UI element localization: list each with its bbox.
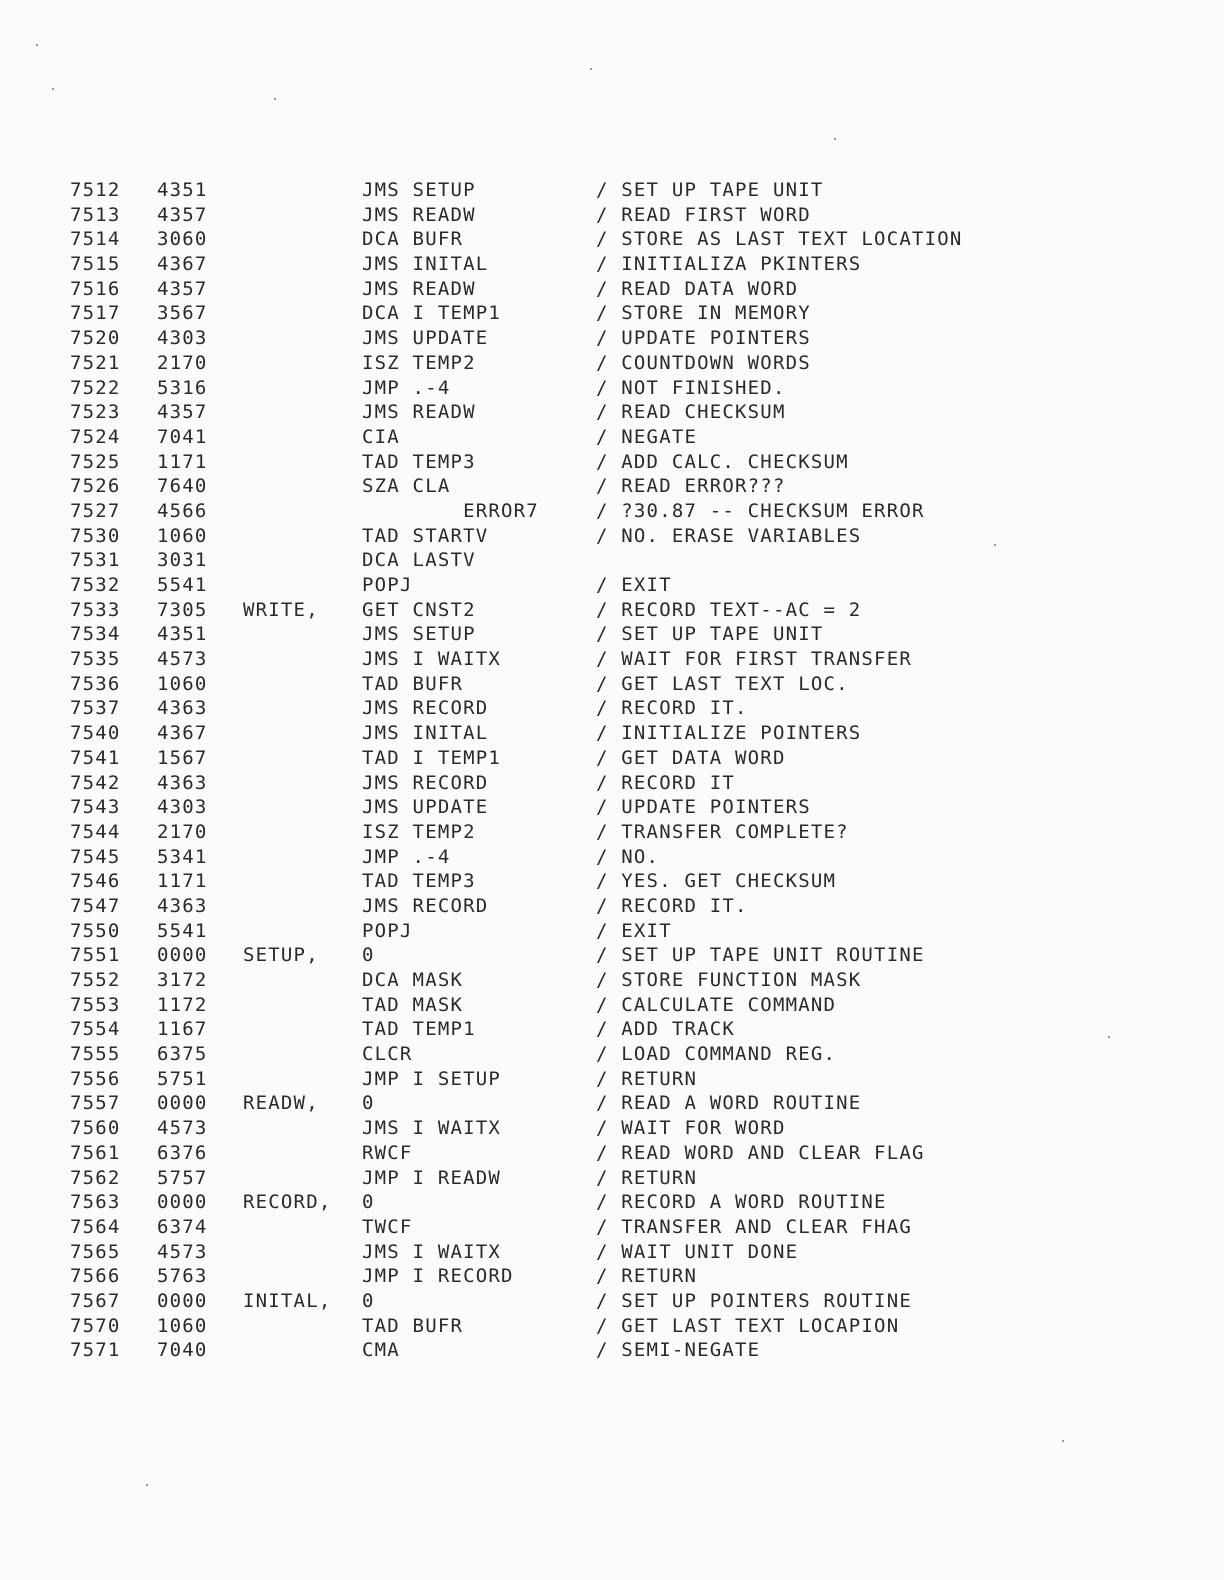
instruction: TAD I TEMP1 <box>362 746 502 769</box>
instruction: TAD BUFR <box>362 672 464 695</box>
listing-row <box>0 252 1224 277</box>
octal-code: 5541 <box>157 919 208 942</box>
comment: / STORE FUNCTION MASK <box>596 969 862 991</box>
instruction: JMS UPDATE <box>362 327 489 350</box>
octal-code: 4303 <box>157 796 208 819</box>
address: 7522 <box>70 376 121 399</box>
listing-row <box>0 696 1224 721</box>
instruction: TAD BUFR <box>362 1314 464 1337</box>
listing-row <box>0 573 1224 598</box>
listing-row <box>0 672 1224 697</box>
comment: / GET LAST TEXT LOC. <box>596 672 849 695</box>
octal-code: 4367 <box>157 722 208 745</box>
symbol-label: RECORD, <box>243 1191 332 1214</box>
instruction: TAD TEMP1 <box>362 1018 476 1041</box>
address: 7544 <box>70 820 121 843</box>
instruction: CMA <box>362 1339 400 1362</box>
listing-row <box>0 1141 1224 1166</box>
comment: / TRANSFER COMPLETE? <box>596 820 849 843</box>
octal-code: 7305 <box>157 598 208 621</box>
instruction: JMS RECORD <box>362 697 489 720</box>
address: 7570 <box>70 1314 121 1337</box>
instruction: 0 <box>362 944 375 967</box>
comment: / READ DATA WORD <box>596 277 799 300</box>
comment: / NO. ERASE VARIABLES <box>596 524 862 547</box>
listing-row <box>0 845 1224 870</box>
octal-code: 7041 <box>157 425 208 448</box>
instruction: JMP I READW <box>362 1166 502 1189</box>
address: 7554 <box>70 1018 121 1041</box>
listing-row <box>0 203 1224 228</box>
listing-row <box>0 400 1224 425</box>
comment: / UPDATE POINTERS <box>596 327 811 350</box>
comment: / READ ERROR??? <box>596 475 786 498</box>
address: 7571 <box>70 1339 121 1362</box>
address: 7525 <box>70 450 121 473</box>
address: 7514 <box>70 228 121 251</box>
octal-code: 1060 <box>157 524 208 547</box>
instruction: ISZ TEMP2 <box>362 351 476 374</box>
address: 7565 <box>70 1240 121 1263</box>
octal-code: 2170 <box>157 820 208 843</box>
comment: / RETURN <box>596 1265 698 1288</box>
comment: / EXIT <box>596 919 672 942</box>
comment: / STORE IN MEMORY <box>596 302 811 325</box>
octal-code: 5757 <box>157 1166 208 1189</box>
address: 7546 <box>70 870 121 893</box>
listing-row <box>0 622 1224 647</box>
octal-code: 4363 <box>157 894 208 917</box>
address: 7557 <box>70 1092 121 1115</box>
comment: / GET LAST TEXT LOCAPION <box>596 1314 900 1337</box>
comment: / RECORD TEXT--AC = 2 <box>596 598 862 621</box>
listing-row <box>0 746 1224 771</box>
octal-code: 1171 <box>157 870 208 893</box>
instruction: DCA MASK <box>362 969 464 991</box>
listing-row <box>0 968 1224 993</box>
symbol-label: INITAL, <box>243 1289 332 1312</box>
listing-row <box>0 425 1224 450</box>
address: 7563 <box>70 1191 121 1214</box>
address: 7533 <box>70 598 121 621</box>
octal-code: 4351 <box>157 179 208 201</box>
instruction: JMP I SETUP <box>362 1067 502 1090</box>
instruction: JMS UPDATE <box>362 796 489 819</box>
comment: / READ FIRST WORD <box>596 203 811 226</box>
comment: / SET UP POINTERS ROUTINE <box>596 1289 912 1312</box>
instruction: JMS RECORD <box>362 894 489 917</box>
comment: / READ A WORD ROUTINE <box>596 1092 862 1115</box>
comment: / ADD CALC. CHECKSUM <box>596 450 849 473</box>
listing-row <box>0 869 1224 894</box>
listing-row <box>0 647 1224 672</box>
instruction: TAD MASK <box>362 993 464 1016</box>
address: 7541 <box>70 746 121 769</box>
listing-row <box>0 548 1224 573</box>
octal-code: 6375 <box>157 1043 208 1066</box>
listing-row <box>0 450 1224 475</box>
octal-code: 7040 <box>157 1339 208 1362</box>
comment: / RETURN <box>596 1067 698 1090</box>
address: 7537 <box>70 697 121 720</box>
octal-code: 5541 <box>157 574 208 596</box>
address: 7540 <box>70 722 121 745</box>
scan-speck <box>52 88 54 90</box>
address: 7517 <box>70 302 121 325</box>
comment: / ADD TRACK <box>596 1018 736 1041</box>
comment: / NO. <box>596 845 660 868</box>
instruction: 0 <box>362 1092 375 1115</box>
listing-row <box>0 993 1224 1018</box>
instruction: JMS INITAL <box>362 253 489 276</box>
octal-code: 4357 <box>157 203 208 226</box>
listing-row <box>0 943 1224 968</box>
address: 7523 <box>70 401 121 424</box>
octal-code: 4566 <box>157 499 208 522</box>
comment: / STORE AS LAST TEXT LOCATION <box>596 228 963 251</box>
octal-code: 1171 <box>157 450 208 473</box>
comment: / RECORD A WORD ROUTINE <box>596 1191 887 1214</box>
address: 7547 <box>70 894 121 917</box>
address: 7555 <box>70 1043 121 1066</box>
address: 7562 <box>70 1166 121 1189</box>
instruction: DCA LASTV <box>362 549 476 572</box>
listing-row <box>0 1166 1224 1191</box>
instruction: JMP I RECORD <box>362 1265 514 1288</box>
comment: / INITIALIZA PKINTERS <box>596 253 862 276</box>
instruction: CIA <box>362 425 400 448</box>
comment: / SET UP TAPE UNIT ROUTINE <box>596 944 925 967</box>
octal-code: 0000 <box>157 1092 208 1115</box>
instruction: 0 <box>362 1289 375 1312</box>
listing-row <box>0 351 1224 376</box>
comment: / NOT FINISHED. <box>596 376 786 399</box>
listing-row <box>0 499 1224 524</box>
symbol-label: SETUP, <box>243 944 319 967</box>
comment: / WAIT UNIT DONE <box>596 1240 799 1263</box>
listing-row <box>0 524 1224 549</box>
listing-row <box>0 1067 1224 1092</box>
listing-row <box>0 178 1224 203</box>
instruction: JMS INITAL <box>362 722 489 745</box>
octal-code: 4357 <box>157 277 208 300</box>
address: 7535 <box>70 648 121 671</box>
comment: / WAIT FOR FIRST TRANSFER <box>596 648 912 671</box>
comment: / SET UP TAPE UNIT <box>596 623 824 646</box>
address: 7516 <box>70 277 121 300</box>
listing-row <box>0 1190 1224 1215</box>
instruction: JMS I WAITX <box>362 1240 502 1263</box>
octal-code: 4573 <box>157 648 208 671</box>
address: 7527 <box>70 499 121 522</box>
address: 7567 <box>70 1289 121 1312</box>
listing-row <box>0 1314 1224 1339</box>
address: 7564 <box>70 1215 121 1238</box>
octal-code: 3567 <box>157 302 208 325</box>
octal-code: 1567 <box>157 746 208 769</box>
listing-row <box>0 598 1224 623</box>
octal-code: 4363 <box>157 697 208 720</box>
octal-code: 0000 <box>157 1191 208 1214</box>
instruction: TAD TEMP3 <box>362 450 476 473</box>
instruction: POPJ <box>362 574 413 596</box>
octal-code: 6376 <box>157 1141 208 1164</box>
comment: / RETURN <box>596 1166 698 1189</box>
octal-code: 1060 <box>157 1314 208 1337</box>
address: 7532 <box>70 574 121 596</box>
octal-code: 5316 <box>157 376 208 399</box>
comment: / RECORD IT <box>596 771 736 794</box>
comment: / LOAD COMMAND REG. <box>596 1043 837 1066</box>
address: 7524 <box>70 425 121 448</box>
instruction: CLCR <box>362 1043 413 1066</box>
assembly-listing <box>0 178 1224 1363</box>
comment: / INITIALIZE POINTERS <box>596 722 862 745</box>
address: 7560 <box>70 1117 121 1140</box>
octal-code: 6374 <box>157 1215 208 1238</box>
address: 7542 <box>70 771 121 794</box>
octal-code: 7640 <box>157 475 208 498</box>
listing-row <box>0 1116 1224 1141</box>
instruction: JMS SETUP <box>362 179 476 201</box>
address: 7553 <box>70 993 121 1016</box>
octal-code: 4573 <box>157 1240 208 1263</box>
octal-code: 1167 <box>157 1018 208 1041</box>
address: 7556 <box>70 1067 121 1090</box>
instruction: JMS READW <box>362 203 476 226</box>
comment: / READ CHECKSUM <box>596 401 786 424</box>
listing-row <box>0 227 1224 252</box>
comment: / ?30.87 -- CHECKSUM ERROR <box>596 499 925 522</box>
listing-row <box>0 771 1224 796</box>
instruction: RWCF <box>362 1141 413 1164</box>
address: 7513 <box>70 203 121 226</box>
comment: / WAIT FOR WORD <box>596 1117 786 1140</box>
scan-speck <box>834 138 836 140</box>
octal-code: 1172 <box>157 993 208 1016</box>
listing-row <box>0 1240 1224 1265</box>
scan-speck <box>36 44 38 46</box>
listing-row <box>0 1042 1224 1067</box>
comment: / UPDATE POINTERS <box>596 796 811 819</box>
instruction: JMS SETUP <box>362 623 476 646</box>
octal-code: 3172 <box>157 969 208 991</box>
listing-row <box>0 277 1224 302</box>
symbol-label: WRITE, <box>243 598 319 621</box>
listing-row <box>0 919 1224 944</box>
comment: / SEMI-NEGATE <box>596 1339 761 1362</box>
address: 7520 <box>70 327 121 350</box>
comment: / CALCULATE COMMAND <box>596 993 837 1016</box>
listing-row <box>0 1338 1224 1363</box>
octal-code: 5751 <box>157 1067 208 1090</box>
comment: / YES. GET CHECKSUM <box>596 870 837 893</box>
listing-row <box>0 301 1224 326</box>
listing-row <box>0 1017 1224 1042</box>
scan-speck <box>274 98 276 100</box>
listing-row <box>0 1215 1224 1240</box>
instruction: SZA CLA <box>362 475 451 498</box>
comment: / TRANSFER AND CLEAR FHAG <box>596 1215 912 1238</box>
symbol-label: READW, <box>243 1092 319 1115</box>
address: 7536 <box>70 672 121 695</box>
address: 7531 <box>70 549 121 572</box>
instruction: DCA BUFR <box>362 228 464 251</box>
address: 7551 <box>70 944 121 967</box>
comment: / READ WORD AND CLEAR FLAG <box>596 1141 925 1164</box>
listing-row <box>0 1091 1224 1116</box>
octal-code: 0000 <box>157 1289 208 1312</box>
address: 7512 <box>70 179 121 201</box>
listing-row <box>0 894 1224 919</box>
comment: / EXIT <box>596 574 672 596</box>
octal-code: 4573 <box>157 1117 208 1140</box>
instruction: GET CNST2 <box>362 598 476 621</box>
listing-row <box>0 1289 1224 1314</box>
instruction: JMP .-4 <box>362 845 451 868</box>
instruction: TAD STARTV <box>362 524 489 547</box>
address: 7526 <box>70 475 121 498</box>
address: 7545 <box>70 845 121 868</box>
address: 7552 <box>70 969 121 991</box>
octal-code: 4303 <box>157 327 208 350</box>
octal-code: 4367 <box>157 253 208 276</box>
address: 7530 <box>70 524 121 547</box>
comment: / COUNTDOWN WORDS <box>596 351 811 374</box>
instruction: JMS READW <box>362 277 476 300</box>
octal-code: 2170 <box>157 351 208 374</box>
comment: / SET UP TAPE UNIT <box>596 179 824 201</box>
instruction: TAD TEMP3 <box>362 870 476 893</box>
instruction: ISZ TEMP2 <box>362 820 476 843</box>
comment: / RECORD IT. <box>596 697 748 720</box>
listing-row <box>0 1264 1224 1289</box>
instruction: DCA I TEMP1 <box>362 302 502 325</box>
address: 7566 <box>70 1265 121 1288</box>
listing-row <box>0 326 1224 351</box>
comment: / RECORD IT. <box>596 894 748 917</box>
octal-code: 4363 <box>157 771 208 794</box>
comment: / GET DATA WORD <box>596 746 786 769</box>
address: 7543 <box>70 796 121 819</box>
octal-code: 4357 <box>157 401 208 424</box>
octal-code: 5341 <box>157 845 208 868</box>
instruction: JMS READW <box>362 401 476 424</box>
instruction: JMS I WAITX <box>362 648 502 671</box>
octal-code: 3031 <box>157 549 208 572</box>
address: 7534 <box>70 623 121 646</box>
instruction: JMS RECORD <box>362 771 489 794</box>
instruction: ERROR7 <box>362 499 539 522</box>
address: 7550 <box>70 919 121 942</box>
octal-code: 4351 <box>157 623 208 646</box>
address: 7561 <box>70 1141 121 1164</box>
octal-code: 1060 <box>157 672 208 695</box>
address: 7515 <box>70 253 121 276</box>
listing-row <box>0 376 1224 401</box>
listing-row <box>0 474 1224 499</box>
instruction: 0 <box>362 1191 375 1214</box>
listing-row <box>0 795 1224 820</box>
octal-code: 0000 <box>157 944 208 967</box>
scan-speck <box>146 1484 148 1486</box>
instruction: TWCF <box>362 1215 413 1238</box>
instruction: JMP .-4 <box>362 376 451 399</box>
listing-row <box>0 721 1224 746</box>
octal-code: 5763 <box>157 1265 208 1288</box>
instruction: POPJ <box>362 919 413 942</box>
listing-row <box>0 820 1224 845</box>
octal-code: 3060 <box>157 228 208 251</box>
scan-speck <box>1062 1440 1064 1442</box>
instruction: JMS I WAITX <box>362 1117 502 1140</box>
address: 7521 <box>70 351 121 374</box>
scan-speck <box>590 68 592 70</box>
comment: / NEGATE <box>596 425 698 448</box>
